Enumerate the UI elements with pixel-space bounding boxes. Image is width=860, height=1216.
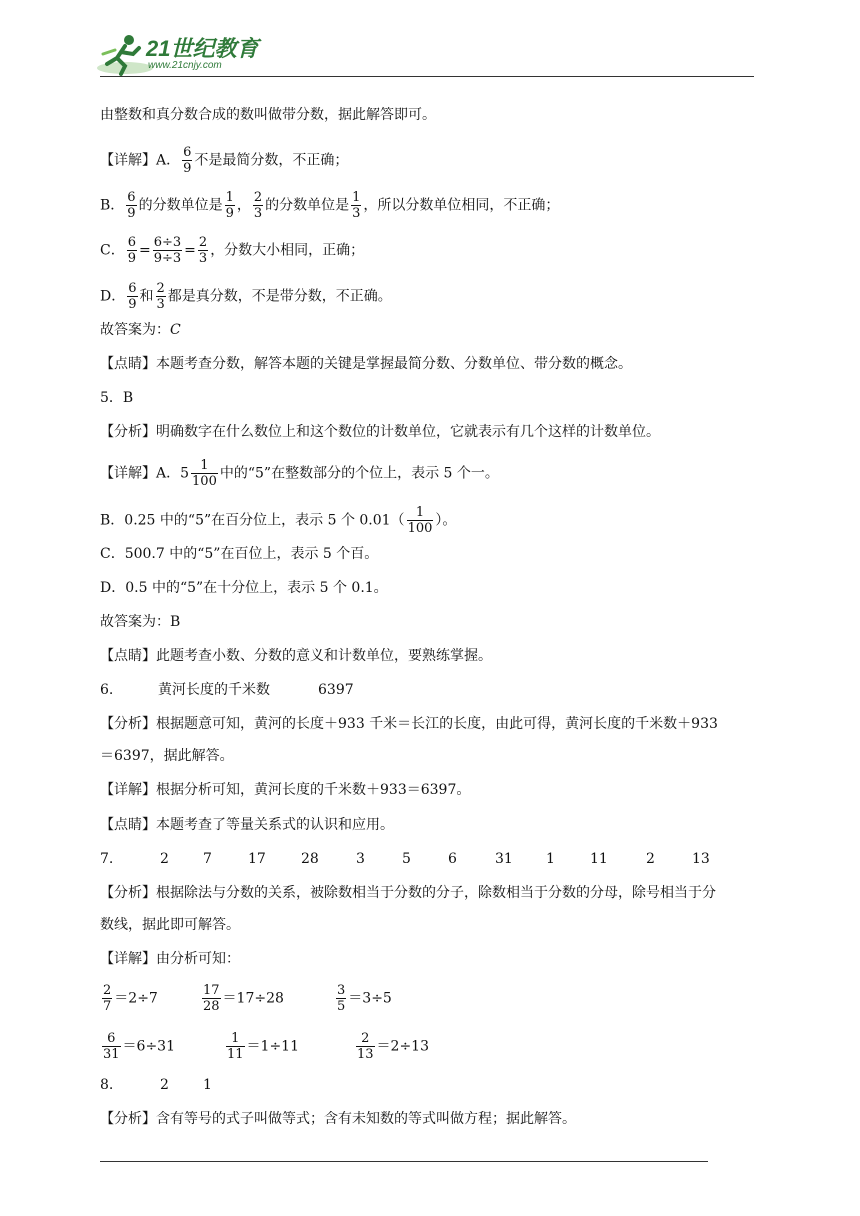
fraction: $\frac{1}{100}$ xyxy=(192,458,217,489)
fraction: $\frac{6}{9}$ xyxy=(127,235,136,266)
text-line: 【详解】由分析可知： xyxy=(100,951,240,967)
text-line: 【详解】根据分析可知，黄河长度的千米数＋933＝6397。 xyxy=(100,782,471,798)
fraction: $\frac{2}{3}$ xyxy=(198,235,208,266)
text-line: 【点睛】此题考查小数、分数的意义和计数单位，要熟练掌握。 xyxy=(100,648,492,664)
fraction: $\frac{1}{100}$ xyxy=(407,505,433,536)
text-line: D．0.5 中的“5”在十分位上，表示 5 个 0.1。 xyxy=(100,580,388,596)
footer-divider xyxy=(100,1161,708,1162)
text-line: C． $\frac{6}{9}$ = $\frac{6\div 3}{9\div 3}$ = $\frac{2}{3}$ ，分数大小相同，正确； xyxy=(100,235,365,266)
answer-value: 13 xyxy=(692,851,710,867)
fraction: $\frac{2}{3}$ xyxy=(156,281,165,312)
fraction: $\frac{1}{9}$ xyxy=(225,190,234,221)
fraction: $\frac{2}{3}$ xyxy=(253,190,263,221)
fraction: $\frac{1}{11}$ xyxy=(227,1031,244,1062)
page-header xyxy=(0,0,860,82)
text-line: 【分析】根据除法与分数的关系，被除数相当于分数的分子，除数相当于分数的分母，除号相当于分 xyxy=(100,885,716,901)
answer-row: 6. 黄河长度的千米数 6397 xyxy=(100,682,354,698)
fraction: $\frac{6\div 3}{9\div 3}$ xyxy=(153,235,182,266)
fraction: $\frac{6}{9}$ xyxy=(128,281,137,312)
header-divider xyxy=(100,76,754,77)
text-line: 【点睛】本题考查了等量关系式的认识和应用。 xyxy=(100,817,394,833)
text-line: C．500.7 中的“5”在百位上，表示 5 个百。 xyxy=(100,546,379,562)
text-line: D． $\frac{6}{9}$ 和 $\frac{2}{3}$ 都是真分数，不是带分数，不正确。 xyxy=(100,281,392,312)
answer-row: 8. 2 1 xyxy=(100,1077,212,1093)
text-line: 【分析】根据题意可知，黄河的长度＋933 千米＝长江的长度，由此可得，黄河长度的千米数＋933 xyxy=(100,716,718,732)
equation-row: $\frac{2}{7}$ ＝2÷7 $\frac{17}{28}$ ＝17÷28 $\frac{3}{5}$ ＝3÷5 xyxy=(103,983,392,1014)
fraction: $\frac{1}{3}$ xyxy=(352,190,361,221)
fraction: $\frac{6}{9}$ xyxy=(183,145,192,176)
text-line: 【详解】A．5 $\frac{1}{100}$ 中的“5”在整数部分的个位上，表示 5 个一。 xyxy=(100,458,499,489)
equation-row: $\frac{6}{31}$ ＝6÷31 $\frac{1}{11}$ ＝1÷11 $\frac{2}{13}$ ＝2÷13 xyxy=(103,1031,429,1062)
fraction: $\frac{2}{13}$ xyxy=(357,1031,374,1062)
text-line: 故答案为：B xyxy=(100,614,181,630)
fraction: $\frac{17}{28}$ xyxy=(203,983,220,1014)
text-line: 【分析】含有等号的式子叫做等式；含有未知数的等式叫做方程；据此解答。 xyxy=(100,1111,576,1127)
text-line: B． $\frac{6}{9}$ 的分数单位是 $\frac{1}{9}$ ， $\frac{2}{3}$ 的分数单位是 $\frac{1}{3}$ ，所以分数单位相同，不正确； xyxy=(100,190,560,221)
text-line: 数线，据此即可解答。 xyxy=(100,917,240,933)
fraction: $\frac{3}{5}$ xyxy=(337,983,346,1014)
text-line: 【分析】明确数字在什么数位上和这个数位的计数单位，它就表示有几个这样的计数单位。 xyxy=(100,424,660,440)
logo-text: 21世纪教育 xyxy=(146,36,259,61)
question-number: 5．B xyxy=(100,390,134,406)
fraction: $\frac{2}{7}$ xyxy=(103,983,112,1014)
text-line: 【点睛】本题考查分数，解答本题的关键是掌握最简分数、分数单位、带分数的概念。 xyxy=(100,356,632,372)
text-line: B．0.25 中的“5”在百分位上，表示 5 个 0.01（ $\frac{1}{100}$ ）。 xyxy=(100,505,457,536)
logo-url: www.21cnjy.com xyxy=(148,60,222,71)
fraction: $\frac{6}{31}$ xyxy=(103,1031,120,1062)
text-line: 由整数和真分数合成的数叫做带分数，据此解答即可。 xyxy=(100,107,436,123)
text-line: ＝6397，据此解答。 xyxy=(100,748,234,764)
text-line: 故答案为：C xyxy=(100,322,181,338)
fraction: $\frac{6}{9}$ xyxy=(127,190,136,221)
text-line: 【详解】A． $\frac{6}{9}$ 不是最简分数，不正确； xyxy=(100,145,349,176)
